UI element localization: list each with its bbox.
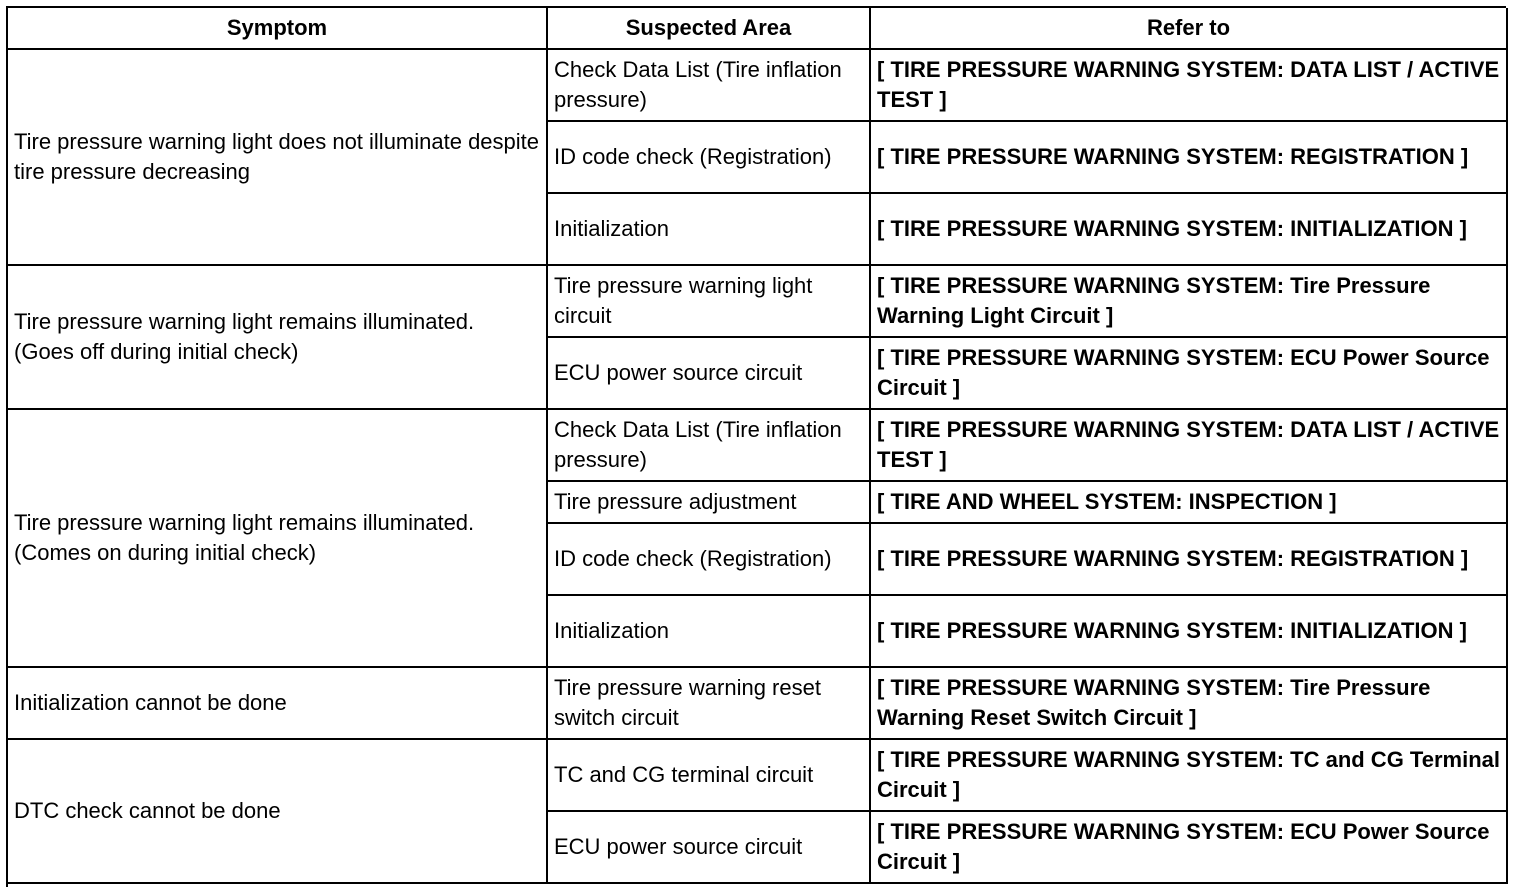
symptom-cell: Tire pressure warning light does not illuminate despite tire pressure decreasing [8,50,548,266]
symptom-cell: Tire pressure warning light remains illuminated. (Comes on during initial check) [8,410,548,668]
suspected-area-cell: Tire pressure warning reset switch circuit [548,668,871,740]
header-symptom: Symptom [8,8,548,50]
refer-link[interactable]: [ TIRE PRESSURE WARNING SYSTEM: Tire Pressure Warning Reset Switch Circuit ] [871,668,1508,740]
suspected-area-cell: ECU power source circuit [548,812,871,884]
symptom-cell: Tire pressure warning light remains illuminated. (Goes off during initial check) [8,266,548,410]
refer-link[interactable]: [ TIRE PRESSURE WARNING SYSTEM: REGISTRATION ] [871,122,1508,194]
symptom-cell: Initialization cannot be done [8,668,548,740]
suspected-area-cell: Initialization [548,596,871,668]
suspected-area-cell: Tire pressure adjustment [548,482,871,524]
refer-link[interactable]: [ TIRE PRESSURE WARNING SYSTEM: INITIALIZATION ] [871,194,1508,266]
suspected-area-cell: Tire pressure warning light circuit [548,266,871,338]
header-refer-to: Refer to [871,8,1508,50]
refer-link[interactable]: [ TIRE PRESSURE WARNING SYSTEM: DATA LIST / ACTIVE TEST ] [871,50,1508,122]
refer-link[interactable]: [ TIRE PRESSURE WARNING SYSTEM: TC and CG Terminal Circuit ] [871,740,1508,812]
symptom-table [6,6,1506,887]
suspected-area-cell: ID code check (Registration) [548,524,871,596]
suspected-area-cell: TC and CG terminal circuit [548,740,871,812]
refer-link[interactable]: [ TIRE PRESSURE WARNING SYSTEM: INITIALIZATION ] [871,596,1508,668]
refer-link[interactable]: [ TIRE PRESSURE WARNING SYSTEM: REGISTRATION ] [871,524,1508,596]
suspected-area-cell: Check Data List (Tire inflation pressure) [548,410,871,482]
suspected-area-cell: Initialization [548,194,871,266]
symptom-cell: DTC check cannot be done [8,740,548,884]
suspected-area-cell: ECU power source circuit [548,338,871,410]
refer-link[interactable]: [ TIRE PRESSURE WARNING SYSTEM: Tire Pressure Warning Light Circuit ] [871,266,1508,338]
header-suspected-area: Suspected Area [548,8,871,50]
refer-link[interactable]: [ TIRE PRESSURE WARNING SYSTEM: ECU Power Source Circuit ] [871,812,1508,884]
refer-link[interactable]: [ TIRE PRESSURE WARNING SYSTEM: DATA LIST / ACTIVE TEST ] [871,410,1508,482]
suspected-area-cell: Check Data List (Tire inflation pressure) [548,50,871,122]
refer-link[interactable]: [ TIRE AND WHEEL SYSTEM: INSPECTION ] [871,482,1508,524]
suspected-area-cell: ID code check (Registration) [548,122,871,194]
refer-link[interactable]: [ TIRE PRESSURE WARNING SYSTEM: ECU Power Source Circuit ] [871,338,1508,410]
